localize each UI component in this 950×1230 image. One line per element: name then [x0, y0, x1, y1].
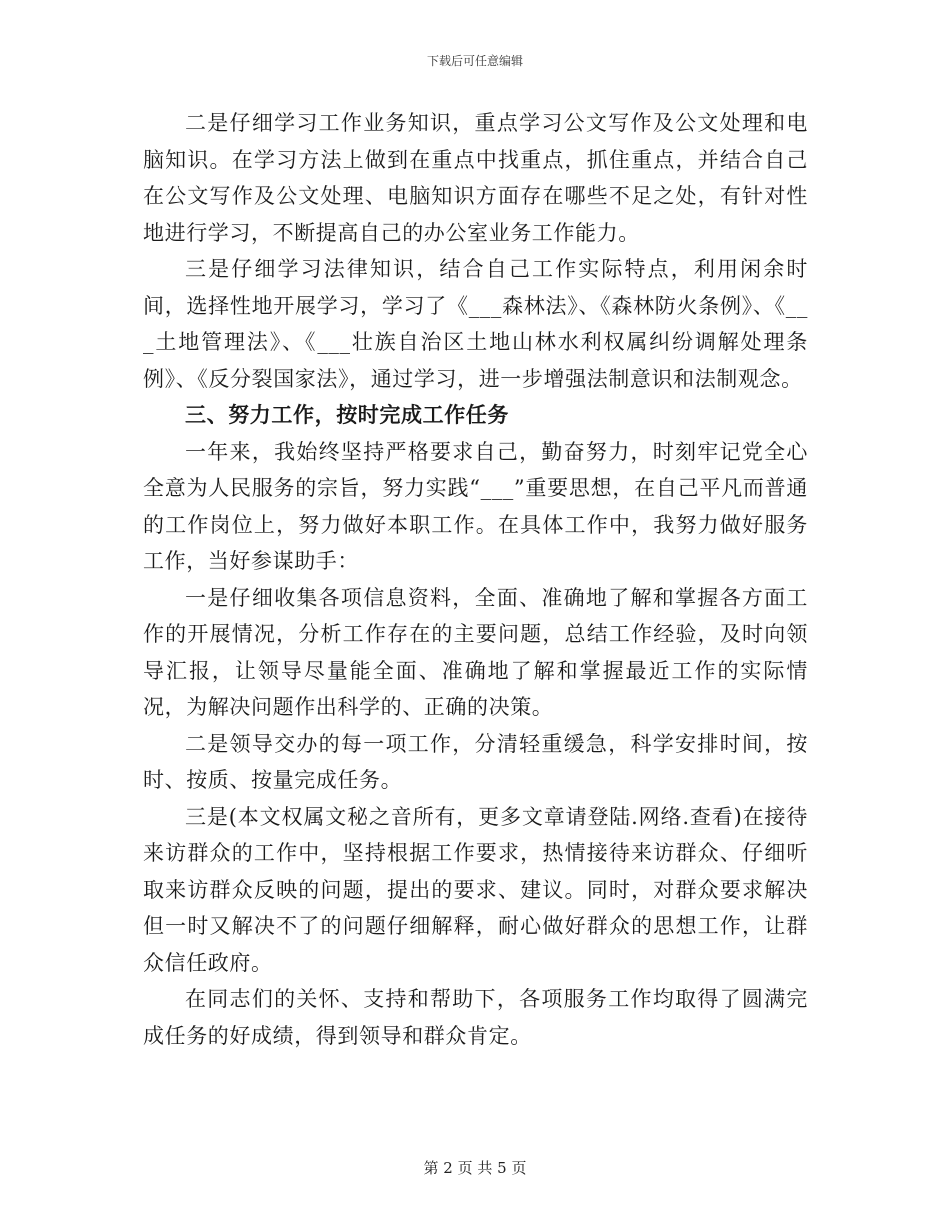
section-heading-work: 三、努力工作，按时完成工作任务	[185, 403, 509, 427]
document-body	[143, 105, 808, 1054]
page-number-footer: 第 2 页 共 5 页	[423, 1159, 527, 1177]
paragraph-collect-info: 一是仔细收集各项信息资料，全面、准确地了解和掌握各方面工作的开展情况，分析工作存在的主要问题，总结工作经验，及时向领导汇报，让领导尽量能全面、准确地了解和掌握最近工作的实际情况，为解决问题作出科学的、正确的决策。	[143, 585, 808, 719]
paragraph-study-law: 三是仔细学习法律知识，结合自己工作实际特点，利用闲余时间，选择性地开展学习，学习了《___森林法》、《森林防火条例》、《___土地管理法》、《___壮族自治区土地山林水利权属纠纷调解处理条例》、《反分裂国家法》，通过学习，进一步增强法制意识和法制观念。	[143, 257, 808, 391]
paragraph-receive-visitors: 三是(本文权属文秘之音所有，更多文章请登陆.网络.查看)在接待来访群众的工作中，坚持根据工作要求，热情接待来访群众、仔细听取来访群众反映的问题，提出的要求、建议。同时，对群众要求解决但一时又解决不了的问题仔细解释，耐心做好群众的思想工作，让群众信任政府。	[143, 804, 808, 975]
header-note: 下载后可任意编辑	[426, 54, 523, 68]
paragraph-year-summary: 一年来，我始终坚持严格要求自己，勤奋努力，时刻牢记党全心全意为人民服务的宗旨，努力实践“___”重要思想，在自己平凡而普通的工作岗位上，努力做好本职工作。在具体工作中，我努力做好服务工作，当好参谋助手：	[143, 439, 808, 573]
paragraph-conclusion: 在同志们的关怀、支持和帮助下，各项服务工作均取得了圆满完成任务的好成绩，得到领导和群众肯定。	[143, 987, 808, 1048]
paragraph-assigned-tasks: 二是领导交办的每一项工作，分清轻重缓急，科学安排时间，按时、按质、按量完成任务。	[143, 731, 808, 792]
paragraph-study-business: 二是仔细学习工作业务知识，重点学习公文写作及公文处理和电脑知识。在学习方法上做到在重点中找重点，抓住重点，并结合自己在公文写作及公文处理、电脑知识方面存在哪些不足之处，有针对性地进行学习，不断提高自己的办公室业务工作能力。	[143, 111, 808, 245]
